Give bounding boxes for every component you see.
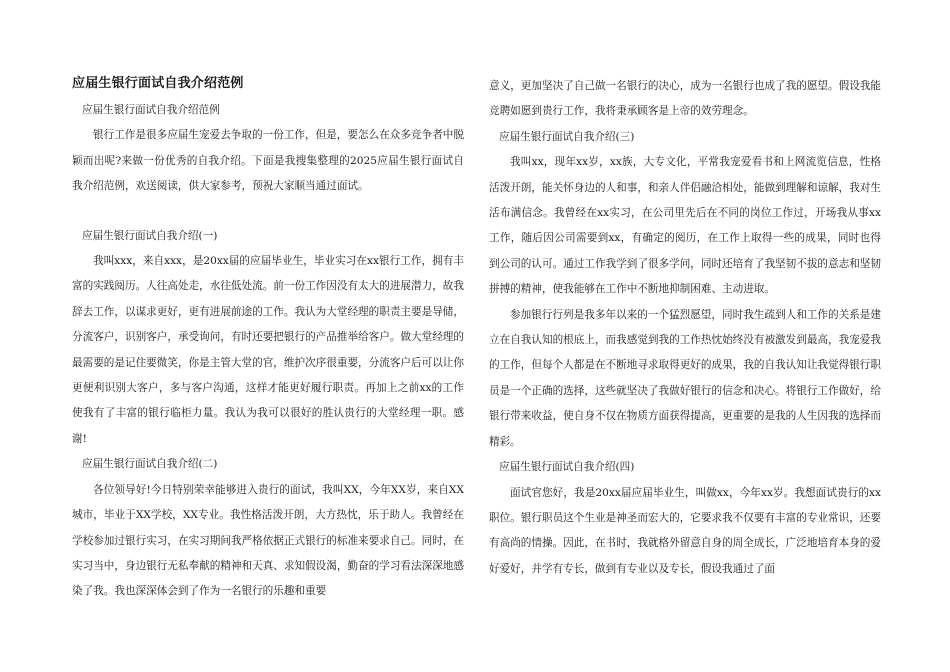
intro-paragraph: 银行工作是很多应届生宠爱去争取的一份工作，但是，要怎么在众多竞争者中脱颖而出呢?来做一份优秀的自我介绍。下面是我搜集整理的2025应届生银行面试自我介绍范例，欢送阅读，供大家参考，预祝大家顺当通过面试。 (72, 129, 464, 193)
section-heading-4: 应届生银行面试自我介绍(四) (499, 461, 635, 474)
section-heading-1: 应届生银行面试自我介绍(一) (82, 229, 218, 242)
section-heading-3: 应届生银行面试自我介绍(三) (499, 130, 635, 143)
subtitle: 应届生银行面试自我介绍范例 (82, 104, 220, 116)
left-column (72, 74, 464, 605)
section-2-paragraph: 各位领导好!今日特别荣幸能够进入贵行的面试，我叫XX，今年XX岁，来自XX城市，毕业于XX学校，XX专业。我性格活泼开朗，大方热忱，乐于助人。我曾经在学校参加过银行实习，在实习期间我严格依据正式银行的标准来要求自己。同时，在实习当中，身边银行无私奉献的精神和天真、求知假设渴，勤奋的学习看法深深地感染了我。我也深深体会到了作为一名银行的乐趣和重要 (72, 483, 464, 598)
page-title: 应届生银行面试自我介绍范例 (72, 76, 244, 91)
section-3-paragraph-a: 我叫xx，现年xx岁，xx族，大专文化，平常我宠爱看书和上网流览信息，性格活泼开朗，能关怀身边的人和事，和亲人伴侣融洽相处，能做到理解和谅解，我对生活布满信念。我曾经在xx实习，在公司里先后在不同的岗位工作过，开场我从事xx工作，随后因公司需要到xx，有确定的阅历，在工作上取得一些的成果，同时也得到公司的认可。通过工作我学到了很多学问，同时还培育了我坚韧不拔的意志和坚韧拼搏的精神，使我能够在工作中不断地抑制困难、主动进取。 (489, 156, 881, 296)
blank-line (72, 200, 464, 224)
section-heading-2: 应届生银行面试自我介绍(二) (82, 458, 218, 471)
section-4-paragraph: 面试官您好，我是20xx届应届毕业生，叫做xx，今年xx岁。我想面试贵行的xx职位。银行职员这个生业是神圣而宏大的，它要求我不仅要有丰富的专业常识，还要有高尚的情操。因此，在书时，我就格外留意自身的周全成长，广泛地培育本身的爱好爱好，并学有专长，做到有专业以及专长，假设我通过了面 (489, 486, 881, 575)
section-2-paragraph-continued: 意义，更加坚决了自己做一名银行的决心，成为一名银行也成了我的愿望。假设我能竞聘如愿到贵行工作，我将秉承顾客是上帝的效劳理念。 (489, 80, 881, 118)
section-1-paragraph: 我叫xxx，来自xxx，是20xx届的应届毕业生，毕业实习在xx银行工作，拥有丰富的实践阅历。人往高处走，水往低处流。前一份工作因没有太大的进展潜力，故我辞去工作，以谋求更好，更有进展前途的工作。我认为大堂经理的职责主要是导储，分流客户，识别客户，承受询问，有时还要把银行的产品推举给客户。做大堂经理的最需要的是记住要微笑，你是主管大堂的官，维护次序很重要，分流客户后可以让你更便利识别大客户，多与客户沟通，这样才能更好履行职责。再加上之前xx的工作使我有了丰富的银行临柜力量。我认为我可以很好的胜认贵行的大堂经理一职。感谢! (72, 255, 464, 445)
section-3-paragraph-b: 参加银行行列是我多年以来的一个猛烈愿望，同时我生疏到人和工作的关系是建立在自我认知的根底上，而我感觉到我的工作热忱始终没有被激发到最高，我宠爱我的工作，但每个人都是在不断地寻求取得更好的成果，我的自我认知让我觉得银行职员是一个正确的选择，这些就坚决了我做好银行的信念和决心。将银行工作做好，给银行带来收益，使自身不仅在物质方面获得提高，更重要的是我的人生因我的选择而精彩。 (489, 308, 881, 448)
right-column (489, 74, 881, 582)
